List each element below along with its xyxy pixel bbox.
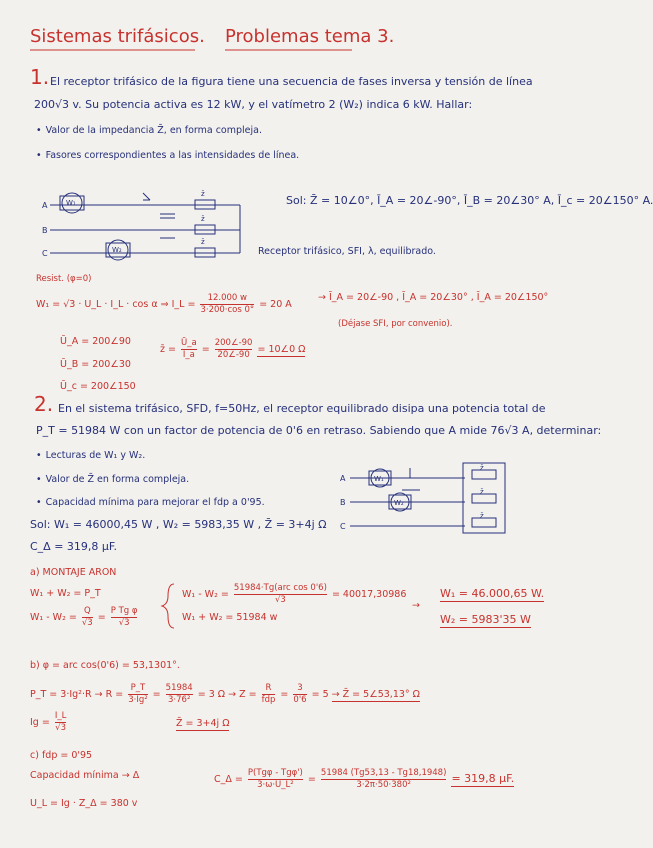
p1-ub: Ū_B = 200∠30	[60, 359, 131, 370]
p2-b-znum2: 3	[293, 683, 306, 695]
p2-line1: En el sistema trifásico, SFD, f=50Hz, el receptor equilibrado disipa una potencia total de	[58, 402, 546, 415]
p1-bullet-2: • Fasores correspondientes a las intensidades de línea.	[36, 150, 299, 162]
p2-c-equals: =	[307, 774, 316, 785]
p2-b-zres: = 5	[311, 689, 329, 700]
d2-z-label-2: z̄	[480, 488, 484, 496]
p2-a-sys1-res: = 40017,30986	[331, 589, 407, 600]
p2-b-z-equals: =	[280, 689, 289, 700]
p2-b-zden: fdp	[261, 695, 276, 705]
d2-label-b: B	[340, 498, 346, 507]
p1-z-frac1-den: Ī_a	[182, 350, 195, 360]
p2-b-frac2	[166, 683, 193, 706]
p2-c-result: = 319,8 μF.	[451, 772, 515, 785]
p2-c-formula	[214, 768, 514, 791]
p2-bullet-3: • Capacidad mínima para mejorar el fdp a 0'95.	[36, 497, 265, 509]
p2-a-eq2-f1-num: Q	[82, 606, 93, 618]
p2-bullet-2: • Valor de Z̄ en forma compleja.	[36, 474, 189, 486]
p2-a-sys1	[182, 583, 406, 606]
d1-z-label-1: z̄	[201, 190, 205, 198]
p2-a-eq2-f2-den: √3	[118, 618, 130, 628]
problem-1-number: 1.	[30, 65, 50, 89]
p1-w1-num: 12.000 w	[200, 293, 254, 305]
d2-z-label-3: z̄	[480, 512, 484, 520]
d1-z-label-2: z̄	[201, 215, 205, 223]
p2-b-den1: 3·Ig²	[128, 695, 148, 705]
p2-a-eq2-equals: =	[97, 612, 106, 623]
p1-currents: → Ī_A = 20∠-90 , Ī_A = 20∠30° , Ī_A = 20∠150°	[318, 292, 549, 303]
p2-b-zfrac2	[293, 683, 306, 706]
p2-c-title: c) fdp = 0'95	[30, 750, 93, 761]
p2-b-zfrac1	[262, 683, 276, 706]
p2-b-title: b) φ = arc cos(0'6) = 53,1301°.	[30, 660, 180, 671]
p2-a-eq2-text: W₁ - W₂ =	[30, 612, 77, 623]
p2-b-ig	[30, 711, 68, 734]
p1-solution: Sol: Z̄ = 10∠0°, Ī_A = 20∠-90°, Ī_B = 20∠30° A, Ī_c = 20∠150° A.	[286, 194, 653, 207]
d1-w2-label: W₂	[112, 246, 122, 254]
page-title-left: Sistemas trifásicos.	[30, 26, 205, 47]
p1-resist-note: Resist. (φ=0)	[36, 274, 92, 284]
p2-a-sys1-den: √3	[274, 595, 286, 605]
p1-line1: El receptor trifásico de la figura tiene una secuencia de fases inversa y tensión de línea	[50, 75, 533, 88]
p1-uc: Ū_c = 200∠150	[60, 381, 136, 392]
p2-c-num1: P(Tgφ - Tgφ')	[247, 768, 303, 778]
p2-c-den2: 3·2π·50·380²	[356, 780, 411, 790]
p2-b-zfinal: → Z̄ = 5∠53,13° Ω	[331, 689, 420, 700]
d1-label-a: A	[42, 201, 48, 210]
p2-c-frac2	[321, 768, 447, 791]
d1-w1-label: W₁	[66, 199, 76, 207]
p2-a-eq1: W₁ + W₂ = P_T	[30, 588, 101, 599]
p2-b-zrect	[176, 718, 229, 730]
p2-c-den1: 3·ω·U_L²	[257, 780, 294, 790]
p2-b-num1: P_T	[128, 683, 147, 695]
p1-bullet-1: • Valor de la impedancia Z̄, en forma compleja.	[36, 125, 262, 137]
p2-solution: Sol: W₁ = 46000,45 W , W₂ = 5983,35 W , Z̄ = 3+4j Ω	[30, 518, 327, 531]
p2-a-sys1-text: W₁ - W₂ =	[182, 589, 229, 600]
p1-dejase: (Déjase SFI, por convenio).	[338, 319, 453, 329]
p2-a-res1-text: W₁ = 46.000,65 W.	[440, 587, 545, 600]
p2-c-ca: C_Δ =	[214, 774, 243, 785]
p2-b-z: → Z =	[228, 689, 257, 700]
p2-b-znum: R	[262, 683, 276, 695]
p2-b-zden2: 0'6	[293, 695, 307, 705]
p2-b-zrect-text: Z̄ = 3+4j Ω	[176, 718, 230, 729]
p1-z-lhs: z̄ =	[160, 344, 176, 355]
p2-b-ig-den: √3	[55, 723, 66, 733]
p1-ua: Ū_A = 200∠90	[60, 336, 131, 347]
p2-a-res2	[440, 614, 531, 626]
p2-a-sys1-num: 51984·Tg(arc cos 0'6)	[233, 583, 327, 593]
d1-label-b: B	[42, 226, 48, 235]
p1-z-result: = 10∠0 Ω	[257, 344, 306, 355]
p2-a-sys2: W₁ + W₂ = 51984 w	[182, 612, 278, 623]
p2-c-cap: Capacidad mínima → Δ	[30, 770, 140, 781]
p2-b-eq-equals: =	[152, 689, 161, 700]
p2-b-ig-text: Ig =	[30, 717, 50, 728]
p2-c-frac1	[248, 768, 303, 791]
d2-z-label-1: z̄	[480, 464, 484, 472]
p2-a-title: a) MONTAJE ARON	[30, 567, 117, 578]
p2-b-frac1	[128, 683, 147, 706]
d1-z-label-3: z̄	[201, 238, 205, 246]
d2-w2-label: W₂	[394, 499, 404, 507]
p2-a-sys1-frac	[234, 583, 327, 606]
p2-b-ig-num: I_L	[54, 711, 67, 721]
d2-label-c: C	[340, 522, 346, 531]
p2-b-num2: 51984	[165, 683, 193, 693]
p1-w1-formula-text: W₁ = √3 · U_L · I_L · cos α ⇒ I_L =	[36, 299, 196, 310]
p1-z-frac1-num: Ū_a	[181, 338, 197, 348]
p2-b-r: = 3 Ω	[197, 689, 226, 700]
p1-z-frac2-den: 20∠-90	[217, 350, 250, 360]
p2-a-res1	[440, 588, 544, 600]
p2-c-num2: 51984 (Tg53,13 - Tg18,1948)	[320, 768, 447, 778]
p2-a-res2-text: W₂ = 5983'35 W	[440, 613, 531, 626]
p1-z-frac2-num: 200∠-90	[214, 338, 253, 348]
p2-a-eq2-f2-num: P Tg φ	[110, 606, 138, 616]
d1-label-c: C	[42, 249, 48, 258]
p2-b-ig-frac	[55, 711, 67, 734]
p1-w1-den: 3·200·cos 0°	[200, 305, 255, 315]
p1-receptor-note: Receptor trifásico, SFI, λ, equilibrado.	[258, 246, 436, 257]
p2-a-arrow: →	[412, 600, 420, 611]
p1-w1-result: = 20 A	[259, 299, 292, 310]
p2-bullet-1: • Lecturas de W₁ y W₂.	[36, 450, 145, 462]
p1-line2: 200√3 v. Su potencia activa es 12 kW, y el vatímetro 2 (W₂) indica 6 kW. Hallar:	[34, 98, 473, 111]
d2-w1-label: W₁	[374, 475, 384, 483]
p2-a-eq2-f1-den: √3	[81, 618, 93, 628]
p2-c-ul: U_L = Ig · Z_Δ = 380 v	[30, 798, 138, 809]
p2-line2: P_T = 51984 W con un factor de potencia de 0'6 en retraso. Sabiendo que A mide 76√3 A, determinar:	[36, 424, 602, 437]
p2-b-eq-text: P_T = 3·Ig²·R → R =	[30, 689, 124, 700]
p2-capacity-sol: C_Δ = 319,8 μF.	[30, 540, 117, 553]
d2-label-a: A	[340, 474, 346, 483]
p2-b-eq	[30, 683, 420, 706]
p2-b-den2: 3·76²	[168, 695, 191, 705]
problem-2-number: 2.	[34, 392, 54, 416]
p1-z-eq: =	[201, 344, 210, 355]
page-title-right: Problemas tema 3.	[225, 26, 395, 47]
